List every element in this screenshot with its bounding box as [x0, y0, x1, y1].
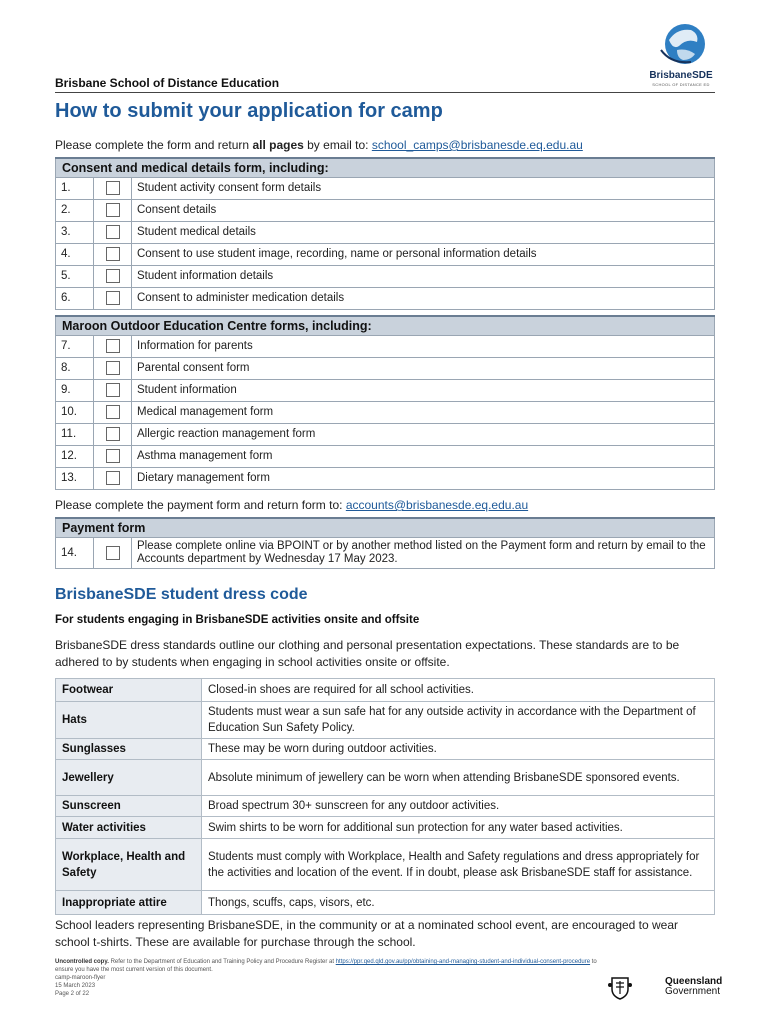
- item-number: 3.: [56, 221, 94, 243]
- page-title: How to submit your application for camp: [55, 100, 443, 122]
- item-checkbox-cell[interactable]: [94, 243, 132, 265]
- item-number: 5.: [56, 265, 94, 287]
- item-label: Student medical details: [132, 221, 715, 243]
- payment-prefix: Please complete the payment form and return form to:: [55, 498, 346, 512]
- list-item: [56, 177, 715, 199]
- dress-item-text: Swim shirts to be worn for additional sun protection for any water based activities.: [202, 817, 715, 839]
- list-item: [56, 445, 715, 467]
- item-checkbox-cell[interactable]: [94, 537, 132, 568]
- item-checkbox-cell[interactable]: [94, 357, 132, 379]
- dress-item-label: Inappropriate attire: [56, 891, 202, 915]
- list-item: [56, 287, 715, 309]
- item-checkbox-cell[interactable]: [94, 287, 132, 309]
- dress-code-subheading: For students engaging in BrisbaneSDE activities onsite and offsite: [55, 614, 420, 626]
- dress-item-label: Hats: [56, 702, 202, 739]
- maroon-checklist: [55, 315, 715, 490]
- table-row: [56, 702, 715, 739]
- checkbox[interactable]: [106, 449, 120, 463]
- item-label: Medical management form: [132, 401, 715, 423]
- checkbox[interactable]: [106, 203, 120, 217]
- payment-checklist: [55, 517, 715, 569]
- item-checkbox-cell[interactable]: [94, 335, 132, 357]
- list-item: [56, 537, 715, 568]
- dress-item-text: These may be worn during outdoor activities.: [202, 739, 715, 760]
- payment-section-heading: Payment form: [56, 518, 715, 537]
- document-date: 15 March 2023: [55, 983, 96, 989]
- maroon-section-heading: Maroon Outdoor Education Centre forms, including:: [56, 316, 715, 335]
- list-item: [56, 467, 715, 489]
- table-row: [56, 679, 715, 702]
- consent-section-heading: Consent and medical details form, including:: [56, 158, 715, 177]
- table-row: [56, 739, 715, 760]
- queensland-government-wordmark: [665, 976, 723, 997]
- item-number: 1.: [56, 177, 94, 199]
- item-number: 12.: [56, 445, 94, 467]
- item-checkbox-cell[interactable]: [94, 445, 132, 467]
- item-label: Student information: [132, 379, 715, 401]
- item-number: 8.: [56, 357, 94, 379]
- dress-code-table: [55, 678, 715, 915]
- checkbox[interactable]: [106, 546, 120, 560]
- item-checkbox-cell[interactable]: [94, 401, 132, 423]
- item-number: 11.: [56, 423, 94, 445]
- list-item: [56, 335, 715, 357]
- consent-checklist: [55, 157, 715, 310]
- checkbox[interactable]: [106, 225, 120, 239]
- list-item: [56, 379, 715, 401]
- dress-item-label: Footwear: [56, 679, 202, 702]
- checkbox[interactable]: [106, 269, 120, 283]
- accounts-email-link[interactable]: accounts@brisbanesde.eq.edu.au: [345, 498, 529, 512]
- item-label: Consent details: [132, 199, 715, 221]
- page-number: Page 2 of 22: [55, 991, 90, 997]
- qld-line2: Government: [665, 986, 721, 997]
- document-id: camp-maroon-flyer: [55, 975, 106, 981]
- item-number: 14.: [56, 537, 94, 568]
- item-label: Dietary management form: [132, 467, 715, 489]
- item-label: Consent to administer medication details: [132, 287, 715, 309]
- dress-item-text: Students must comply with Workplace, Health and Safety regulations and dress appropriately for the activities and location of the event. If in doubt, please ask BrisbaneSDE staff for assistance.: [202, 839, 715, 891]
- payment-instruction: [55, 498, 528, 512]
- intro-middle: by email to:: [303, 138, 372, 152]
- checkbox[interactable]: [106, 427, 120, 441]
- logo-wordmark: BrisbaneSDE: [649, 70, 713, 81]
- item-label: Please complete online via BPOINT or by another method listed on the Payment form and return by email to the Accounts department by Wednesday 17 May 2023.: [132, 537, 715, 568]
- footer-ensure: to ensure you have the most current version of this document.: [55, 959, 597, 973]
- item-checkbox-cell[interactable]: [94, 467, 132, 489]
- item-number: 4.: [56, 243, 94, 265]
- item-checkbox-cell[interactable]: [94, 199, 132, 221]
- qld-line1: Queensland: [665, 976, 723, 987]
- dress-item-text: Broad spectrum 30+ sunscreen for any outdoor activities.: [202, 796, 715, 817]
- item-label: Student activity consent form details: [132, 177, 715, 199]
- dress-code-heading: BrisbaneSDE student dress code: [55, 586, 308, 603]
- checkbox[interactable]: [106, 247, 120, 261]
- list-item: [56, 265, 715, 287]
- table-row: [56, 760, 715, 796]
- dress-item-label: Sunglasses: [56, 739, 202, 760]
- school-name: Brisbane School of Distance Education: [55, 76, 280, 90]
- checkbox[interactable]: [106, 291, 120, 305]
- table-row: [56, 796, 715, 817]
- table-row: [56, 839, 715, 891]
- list-item: [56, 199, 715, 221]
- intro-line: [55, 138, 583, 152]
- list-item: [56, 221, 715, 243]
- intro-bold: all pages: [252, 138, 304, 152]
- uncontrolled-label: Uncontrolled copy.: [55, 959, 109, 965]
- footer-refer: Refer to the Department of Education and Training Policy and Procedure Register at: [108, 959, 336, 965]
- dress-item-text: Absolute minimum of jewellery can be worn when attending BrisbaneSDE sponsored events.: [202, 760, 715, 796]
- checkbox[interactable]: [106, 471, 120, 485]
- item-label: Allergic reaction management form: [132, 423, 715, 445]
- footer-notice: [55, 958, 615, 974]
- item-number: 10.: [56, 401, 94, 423]
- item-checkbox-cell[interactable]: [94, 423, 132, 445]
- checkbox[interactable]: [106, 361, 120, 375]
- page-footer: [55, 958, 615, 998]
- dress-code-closing: School leaders representing BrisbaneSDE, in the community or at a nominated school event, are encouraged to wear school t-shirts. These are available for purchase through the school.: [55, 918, 679, 949]
- item-label: Parental consent form: [132, 357, 715, 379]
- dress-item-label: Jewellery: [56, 760, 202, 796]
- page-header: [55, 20, 715, 92]
- checkbox[interactable]: [106, 181, 120, 195]
- item-number: 13.: [56, 467, 94, 489]
- list-item: [56, 423, 715, 445]
- table-row: [56, 891, 715, 915]
- item-checkbox-cell[interactable]: [94, 221, 132, 243]
- item-label: Information for parents: [132, 335, 715, 357]
- camps-email-link[interactable]: school_camps@brisbanesde.eq.edu.au: [371, 138, 583, 152]
- dress-item-label: Water activities: [56, 817, 202, 839]
- list-item: [56, 401, 715, 423]
- dress-item-text: Thongs, scuffs, caps, visors, etc.: [202, 891, 715, 915]
- dress-item-text: Students must wear a sun safe hat for any outside activity in accordance with the Department of Education Sun Safety Policy.: [202, 702, 715, 739]
- dress-code-intro: BrisbaneSDE dress standards outline our clothing and personal presentation expectations. These standards are to be adhered to by students when engaging in school activities onsite or offsite.: [55, 638, 680, 669]
- table-row: [56, 817, 715, 839]
- list-item: [56, 357, 715, 379]
- item-number: 6.: [56, 287, 94, 309]
- logo-subtitle: SCHOOL OF DISTANCE ED: [652, 82, 710, 87]
- policy-register-link[interactable]: https://ppr.qed.qld.gov.au/pp/obtaining-and-managing-student-and-individual-consent-procedure: [335, 959, 591, 965]
- item-number: 2.: [56, 199, 94, 221]
- item-number: 9.: [56, 379, 94, 401]
- list-item: [56, 243, 715, 265]
- queensland-crest-icon: [607, 975, 633, 1001]
- header-divider: [55, 92, 715, 93]
- checkbox[interactable]: [106, 405, 120, 419]
- item-label: Student information details: [132, 265, 715, 287]
- dress-item-label: Sunscreen: [56, 796, 202, 817]
- item-label: Consent to use student image, recording, name or personal information details: [132, 243, 715, 265]
- dress-item-text: Closed-in shoes are required for all school activities.: [202, 679, 715, 702]
- item-checkbox-cell[interactable]: [94, 265, 132, 287]
- item-checkbox-cell[interactable]: [94, 177, 132, 199]
- item-label: Asthma management form: [132, 445, 715, 467]
- dress-item-label: Workplace, Health and Safety: [56, 839, 202, 891]
- item-checkbox-cell[interactable]: [94, 379, 132, 401]
- item-number: 7.: [56, 335, 94, 357]
- checkbox[interactable]: [106, 339, 120, 353]
- intro-prefix: Please complete the form and return: [55, 138, 253, 152]
- checkbox[interactable]: [106, 383, 120, 397]
